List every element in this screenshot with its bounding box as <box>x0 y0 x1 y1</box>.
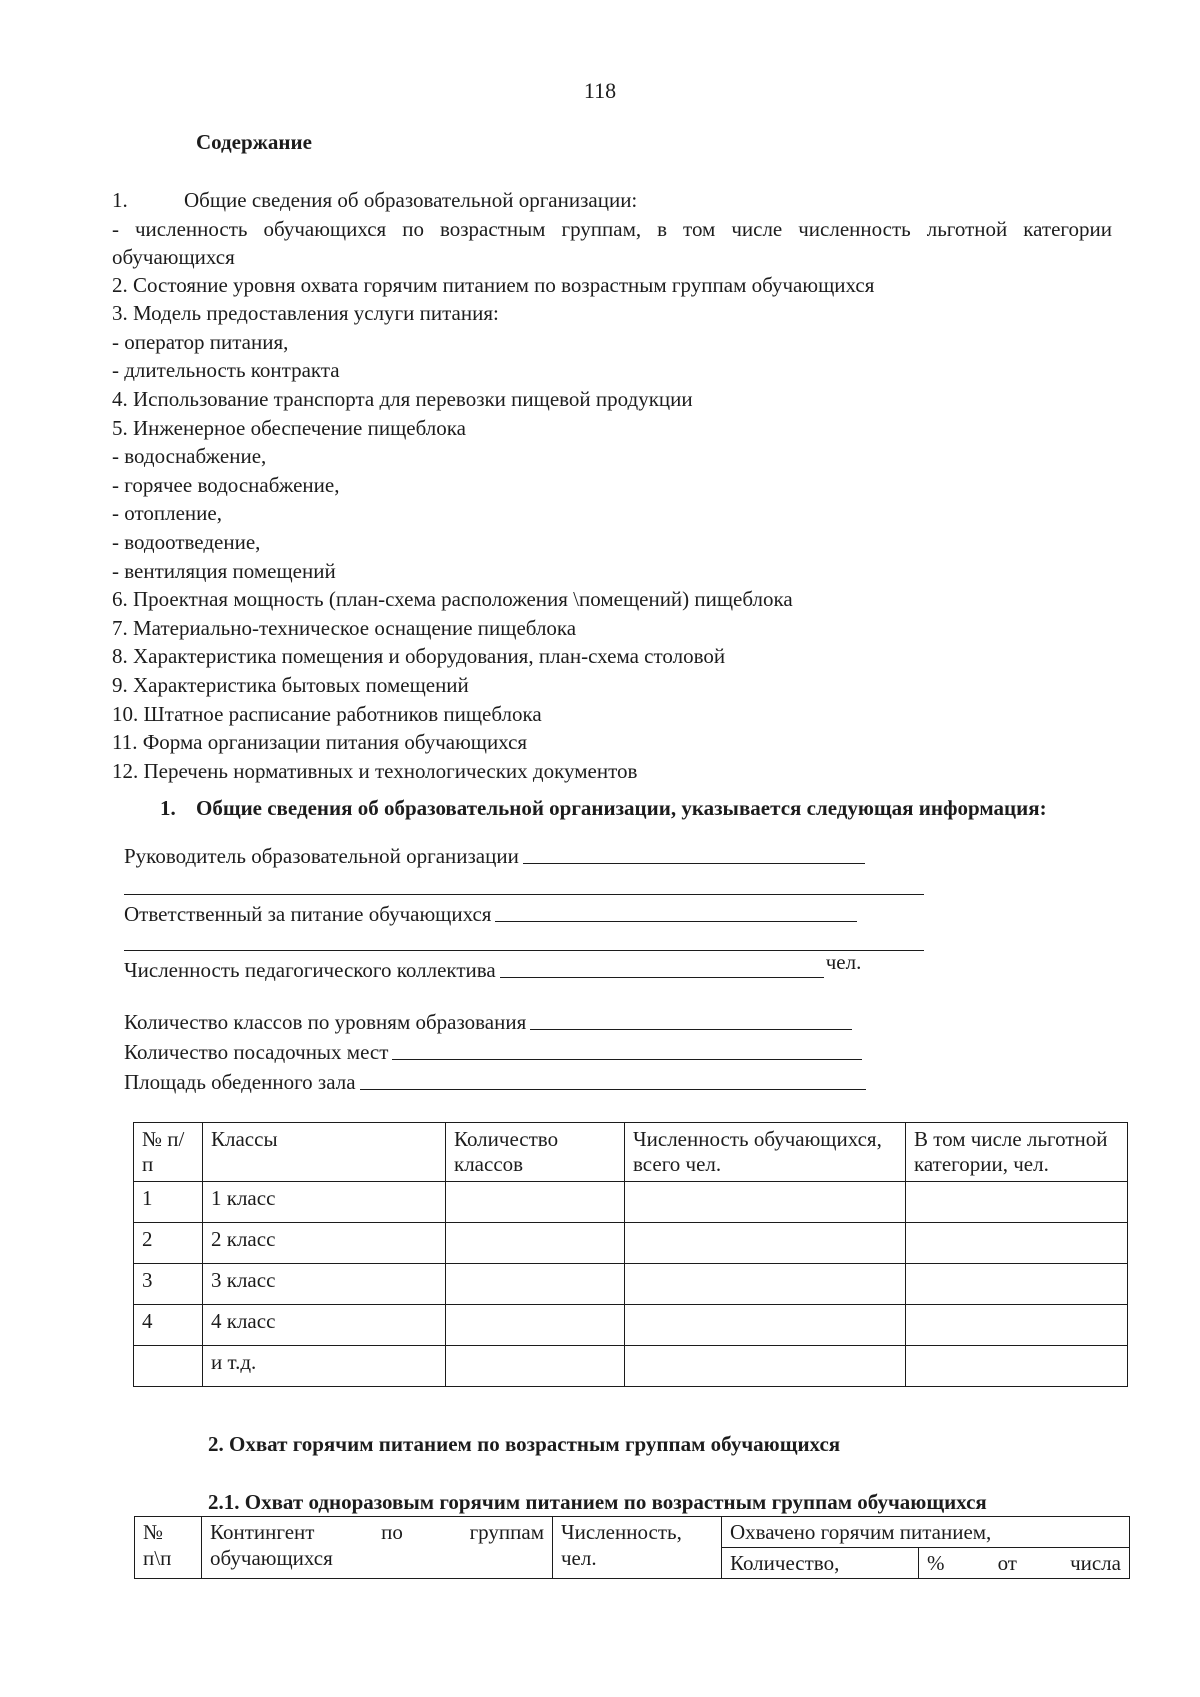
row-number-cell: 4 <box>134 1305 203 1346</box>
toc-item-text: 3. Модель предоставления услуги питания: <box>112 301 499 326</box>
header-cell-num: № п/п <box>134 1123 203 1182</box>
row-class-cell: 4 класс <box>203 1305 446 1346</box>
row-students-cell[interactable] <box>625 1305 906 1346</box>
blank-line[interactable] <box>124 894 924 895</box>
header-cell-quantity: Количество, <box>722 1548 919 1579</box>
toc-item-text: 2. Состояние уровня охвата горячим питанием по возрастным группам обучающихся <box>112 272 875 297</box>
toc-item-text: - отопление, <box>112 501 222 526</box>
row-class-count-cell[interactable] <box>446 1264 625 1305</box>
toc-item-text: 10. Штатное расписание работников пищеблока <box>112 701 542 726</box>
row-privileged-cell[interactable] <box>906 1223 1128 1264</box>
toc-item-text: - водоснабжение, <box>112 444 267 469</box>
table-row <box>134 1305 1128 1346</box>
table-row <box>134 1346 1128 1387</box>
toc-list <box>112 186 1112 785</box>
header-cell-class-count: Количество классов <box>446 1123 625 1182</box>
toc-item <box>112 471 1112 500</box>
toc-item <box>112 614 1112 643</box>
toc-item <box>112 299 1112 328</box>
table-row <box>134 1182 1128 1223</box>
toc-item <box>112 356 1112 385</box>
field-seats-label: Количество посадочных мест <box>124 1040 389 1064</box>
toc-item-number: 1. <box>112 188 128 212</box>
row-privileged-cell[interactable] <box>906 1346 1128 1387</box>
row-class-cell: 2 класс <box>203 1223 446 1264</box>
header-cell-classes: Классы <box>203 1123 446 1182</box>
section1-title <box>160 794 1120 823</box>
field-staff-label: Численность педагогического коллектива <box>124 958 496 982</box>
field-head <box>124 844 865 869</box>
row-class-count-cell[interactable] <box>446 1182 625 1223</box>
toc-item-text: 11. Форма организации питания обучающихся <box>112 730 528 755</box>
toc-item-text: 8. Характеристика помещения и оборудования, план-схема столовой <box>112 644 726 669</box>
page-number: 118 <box>583 78 617 103</box>
row-students-cell[interactable] <box>625 1264 906 1305</box>
toc-item <box>112 557 1112 586</box>
row-class-count-cell[interactable] <box>446 1223 625 1264</box>
toc-item <box>112 642 1112 671</box>
header-cell-num: № п\п <box>135 1517 202 1579</box>
toc-item <box>112 728 1112 757</box>
row-class-count-cell[interactable] <box>446 1346 625 1387</box>
row-number-cell: 1 <box>134 1182 203 1223</box>
toc-item <box>112 186 1112 215</box>
blank-line[interactable] <box>124 950 924 951</box>
row-privileged-cell[interactable] <box>906 1264 1128 1305</box>
field-classes-label: Количество классов по уровням образования <box>124 1010 527 1034</box>
row-privileged-cell[interactable] <box>906 1182 1128 1223</box>
toc-item <box>112 671 1112 700</box>
toc-item-text: 9. Характеристика бытовых помещений <box>112 672 469 697</box>
toc-item <box>112 271 1112 300</box>
toc-item-text: - водоотведение, <box>112 529 261 554</box>
toc-item-text: 12. Перечень нормативных и технологических документов <box>112 758 638 783</box>
table-header-row <box>134 1123 1128 1182</box>
header-cell-students: Численность обучающихся, всего чел. <box>625 1123 906 1182</box>
toc-item-text: - горячее водоснабжение, <box>112 472 340 497</box>
field-seats-line[interactable] <box>392 1058 862 1060</box>
row-students-cell[interactable] <box>625 1346 906 1387</box>
field-staff-unit: чел. <box>825 950 862 974</box>
table-row <box>134 1264 1128 1305</box>
row-class-cell: 3 класс <box>203 1264 446 1305</box>
row-class-cell: 1 класс <box>203 1182 446 1223</box>
toc-item <box>112 585 1112 614</box>
row-number-cell: 3 <box>134 1264 203 1305</box>
field-head-label: Руководитель образовательной организации <box>124 844 519 868</box>
header-cell-count: Численность, чел. <box>553 1517 722 1579</box>
field-staff-line[interactable] <box>500 976 824 978</box>
classes-table <box>133 1122 1128 1387</box>
toc-item-text: - оператор питания, <box>112 329 289 354</box>
toc-item-text: 6. Проектная мощность (план-схема расположения \помещений) пищеблока <box>112 587 793 612</box>
field-area-line[interactable] <box>360 1088 866 1090</box>
header-cell-contingent: Контингент по группам обучающихся <box>202 1517 553 1579</box>
section2-title: 2. Охват горячим питанием по возрастным группам обучающихся <box>208 1432 841 1456</box>
header-cell-covered: Охвачено горячим питанием, <box>722 1517 1130 1548</box>
section21-title: 2.1. Охват одноразовым горячим питанием по возрастным группам обучающихся <box>208 1490 987 1514</box>
toc-item-text: - длительность контракта <box>112 358 340 383</box>
section1-number: 1. <box>160 796 176 820</box>
toc-item <box>112 414 1112 443</box>
field-staff <box>124 950 862 983</box>
toc-item <box>112 499 1112 528</box>
field-responsible-label: Ответственный за питание обучающихся <box>124 902 492 926</box>
toc-item-text: Общие сведения об образовательной организации: <box>184 188 638 212</box>
toc-item-text: 5. Инженерное обеспечение пищеблока <box>112 415 466 440</box>
table-header-row <box>135 1517 1130 1548</box>
toc-item-text: 7. Материально-техническое оснащение пищеблока <box>112 615 577 640</box>
toc-item <box>112 442 1112 471</box>
row-class-count-cell[interactable] <box>446 1305 625 1346</box>
toc-item <box>112 385 1112 414</box>
field-classes <box>124 1010 852 1035</box>
meals-table <box>134 1516 1130 1579</box>
row-number-cell: 2 <box>134 1223 203 1264</box>
field-seats <box>124 1040 862 1065</box>
field-responsible-line[interactable] <box>495 920 857 922</box>
toc-item-text: - вентиляция помещений <box>112 558 336 583</box>
field-classes-line[interactable] <box>530 1028 852 1030</box>
section1-title-text: Общие сведения об образовательной организации, указывается следующая информация: <box>196 796 1047 820</box>
toc-item <box>112 215 1112 271</box>
toc-item <box>112 528 1112 557</box>
toc-item-text: - численность обучающихся по возрастным группам, в том числе численность льготной категории обучающихся <box>112 216 1112 269</box>
field-area <box>124 1070 866 1095</box>
row-privileged-cell[interactable] <box>906 1305 1128 1346</box>
table-row <box>134 1223 1128 1264</box>
toc-item-text: 4. Использование транспорта для перевозки пищевой продукции <box>112 386 693 411</box>
field-area-label: Площадь обеденного зала <box>124 1070 356 1094</box>
toc-item <box>112 328 1112 357</box>
field-head-line[interactable] <box>523 862 865 864</box>
toc-title: Содержание <box>196 130 312 154</box>
row-number-cell <box>134 1346 203 1387</box>
toc-item <box>112 757 1112 786</box>
row-students-cell[interactable] <box>625 1223 906 1264</box>
header-cell-privileged: В том числе льготной категории, чел. <box>906 1123 1128 1182</box>
field-responsible <box>124 902 857 927</box>
row-students-cell[interactable] <box>625 1182 906 1223</box>
header-cell-percent: % от числа <box>919 1548 1130 1579</box>
toc-item <box>112 700 1112 729</box>
row-class-cell: и т.д. <box>203 1346 446 1387</box>
